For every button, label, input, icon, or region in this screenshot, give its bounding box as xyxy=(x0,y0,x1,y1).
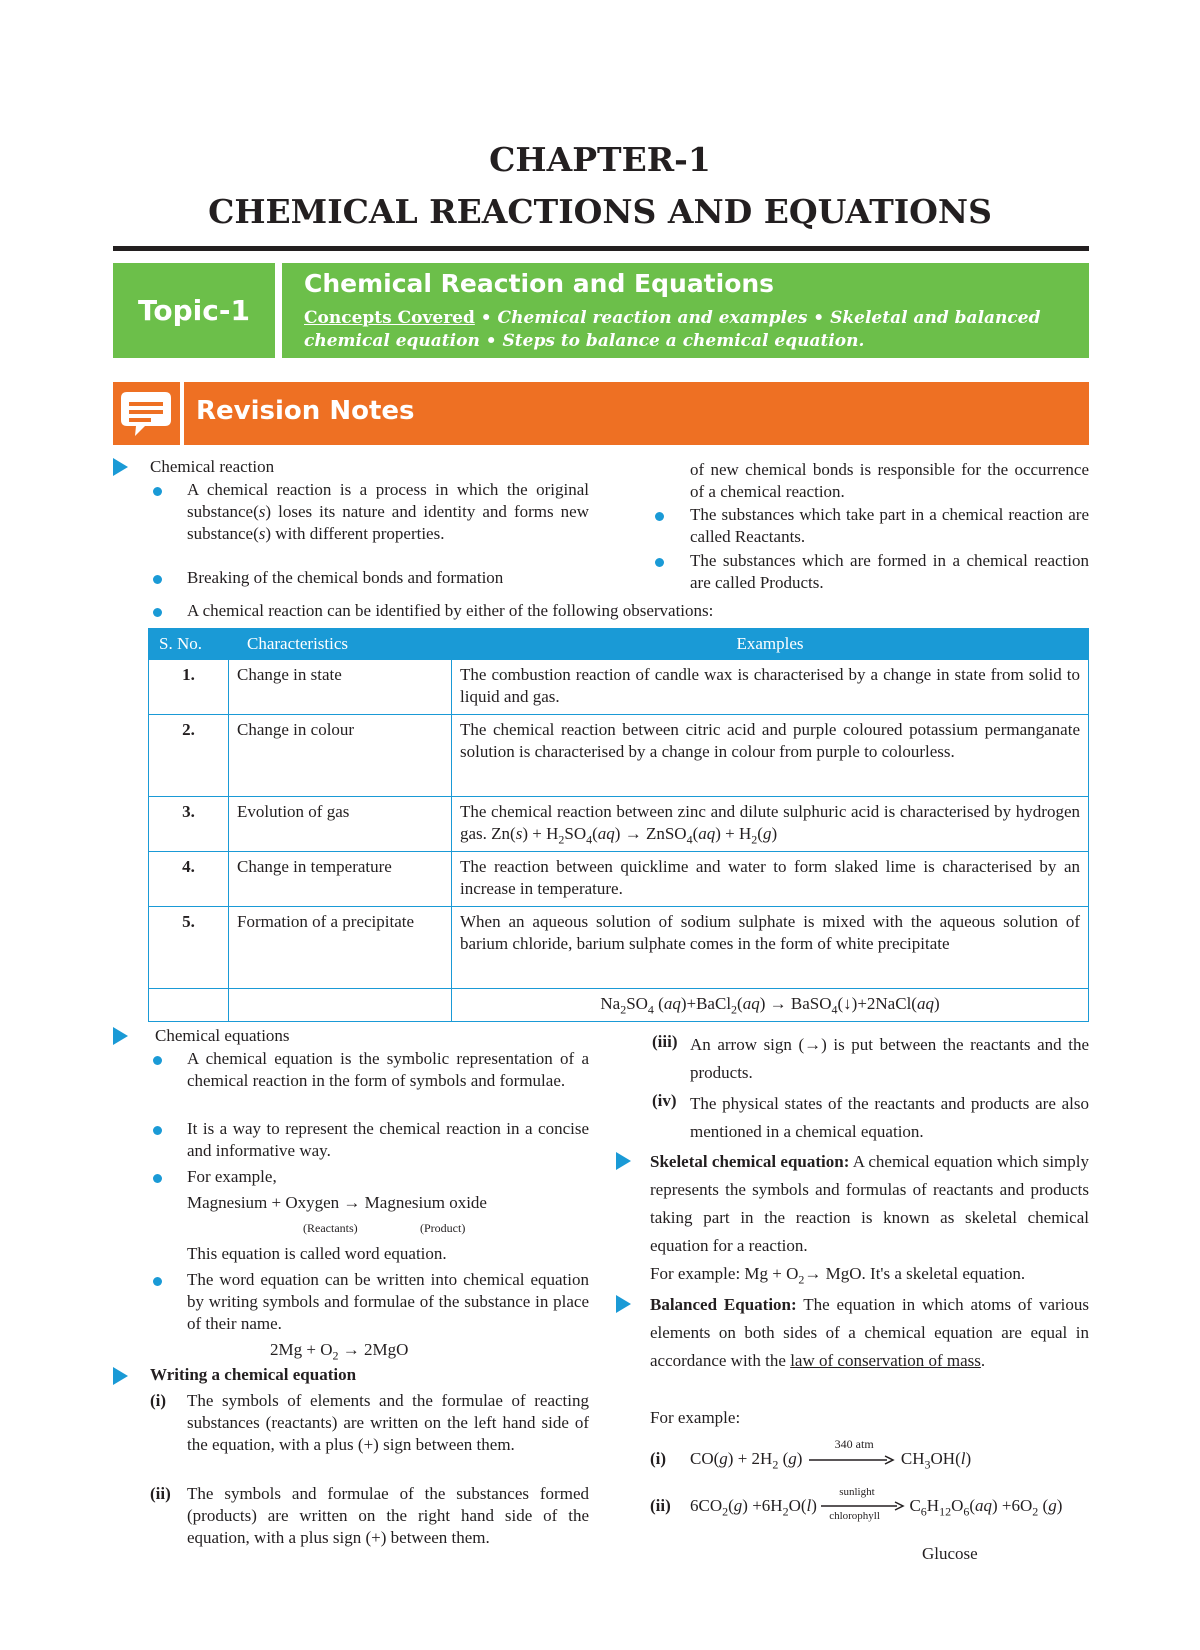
reaction-arrow xyxy=(807,1437,897,1470)
table-row xyxy=(149,797,1089,852)
list-item: The physical states of the reactants and products are also mentioned in a chemical equation. xyxy=(690,1094,1089,1141)
bullet-dot-icon xyxy=(655,512,664,521)
word-equation: Magnesium + Oxygen → Magnesium oxide xyxy=(187,1193,487,1212)
arrow-bullet-icon xyxy=(113,458,128,476)
concepts-label: Concepts Covered xyxy=(304,308,475,328)
table-row xyxy=(149,907,1089,989)
header-sno: S. No. xyxy=(149,629,229,660)
barium-equation: $Na_2SO_4$ (aq)+BaCl$_2$(aq) → BaSO$_4$(↓)+2NaCl(aq) xyxy=(452,989,1089,1022)
bullet-dot-icon xyxy=(655,558,664,567)
cell-sno: 1. xyxy=(149,660,229,715)
topic-concepts xyxy=(304,307,1075,353)
cell-example: The chemical reaction between citric acid and purple coloured potassium permanganate solution is characterised by a change in colour from purple to colourless. xyxy=(452,715,1089,797)
bullet-dot-icon xyxy=(153,575,162,584)
arrow-condition-top: sunlight xyxy=(839,1486,875,1498)
chapter-title: CHEMICAL REACTIONS AND EQUATIONS xyxy=(208,192,992,231)
item-number: (iii) xyxy=(652,1032,678,1051)
text-run: ) with different properties. xyxy=(265,524,445,543)
skeletal-paragraph xyxy=(650,1148,1089,1260)
skeletal-example: For example: $Mg + O_2\to$ MgO. It's a skeletal equation. xyxy=(650,1264,1026,1287)
cell-example: When an aqueous solution of sodium sulphate is mixed with the aqueous solution of barium chloride, barium sulphate comes in the form of white precipitate xyxy=(452,907,1089,989)
table-row xyxy=(149,989,1089,1022)
topic-banner xyxy=(282,263,1089,358)
cell-sno: 4. xyxy=(149,852,229,907)
list-item: An arrow sign (→) is put between the reactants and the products. xyxy=(690,1035,1089,1082)
example-label: For example: xyxy=(650,1408,741,1427)
header-examples: Examples xyxy=(452,629,1089,660)
header-characteristics: Characteristics xyxy=(229,629,452,660)
item-number: (ii) xyxy=(150,1484,171,1503)
table-row xyxy=(149,852,1089,907)
text-run: . xyxy=(980,1351,986,1370)
speech-bubble-icon xyxy=(113,382,180,445)
list-item: A chemical reaction can be identified by either of the following observations: xyxy=(187,601,714,620)
topic-label-box xyxy=(113,263,275,358)
list-item: The word equation can be written into chemical equation by writing symbols and formulae of the substance in place of their name. xyxy=(187,1270,589,1333)
glucose-label: Glucose xyxy=(922,1544,978,1563)
cell-sno: 3. xyxy=(149,797,229,852)
text-run: ) loses its nature and identity and forms new substance( xyxy=(187,502,589,543)
arrow-icon xyxy=(809,1454,895,1466)
arrow-bullet-icon xyxy=(616,1152,631,1170)
cell-example xyxy=(452,797,1089,852)
reactants-label: (Reactants) xyxy=(303,1221,358,1235)
cell-empty xyxy=(229,989,452,1022)
arrow-bullet-icon xyxy=(616,1295,631,1313)
bullet-dot-icon xyxy=(153,1174,162,1183)
reaction-arrow xyxy=(821,1486,905,1522)
topic-label: Topic-1 xyxy=(138,294,250,327)
word-equation-note: This equation is called word equation. xyxy=(187,1244,447,1263)
list-item: The symbols of elements and the formulae of reacting substances (reactants) are written on the left hand side of the equation, with a plus (+) sign between them. xyxy=(187,1391,589,1454)
item-number: (i) xyxy=(650,1449,667,1468)
item-number: (ii) xyxy=(650,1496,671,1515)
table-header-row xyxy=(149,629,1089,660)
balanced-paragraph xyxy=(650,1291,1089,1375)
arrow-condition: 340 atm xyxy=(834,1437,874,1451)
item-number: (i) xyxy=(150,1391,167,1410)
cell-characteristic: Change in state xyxy=(229,660,452,715)
list-item xyxy=(187,479,589,545)
arrow-condition-bottom: chlorophyll xyxy=(829,1510,880,1522)
list-item: The substances which take part in a chemical reaction are called Reactants. xyxy=(690,505,1089,546)
cell-characteristic: Change in temperature xyxy=(229,852,452,907)
table-row xyxy=(149,715,1089,797)
section-heading-chemical-equations: Chemical equations xyxy=(155,1026,290,1045)
arrow-bullet-icon xyxy=(113,1027,128,1045)
list-item: The substances which are formed in a chemical reaction are called Products. xyxy=(690,551,1089,592)
skeletal-label: Skeletal chemical equation: xyxy=(650,1152,850,1171)
section-heading-writing-equation: Writing a chemical equation xyxy=(150,1365,357,1384)
cell-empty xyxy=(149,989,229,1022)
observations-table xyxy=(148,628,1089,1022)
cell-characteristic: Formation of a precipitate xyxy=(229,907,452,989)
text-run: The equation in which atoms of various elements on both sides of a chemical equation are equal in accordance with the xyxy=(650,1295,1089,1370)
text-run: s xyxy=(258,524,266,543)
bullet-dot-icon xyxy=(153,1277,162,1286)
list-item: For example, xyxy=(187,1167,277,1186)
revision-banner xyxy=(184,382,1089,445)
cell-characteristic: Evolution of gas xyxy=(229,797,452,852)
zinc-equation: $Zn(s) + H_2SO_4(aq)$ → ZnSO$_4$(aq) + $H_2(g)$ xyxy=(491,824,778,847)
photosynthesis-equation: $6CO_2(g) +6H_2O(l)$ sunlight chlorophyll $C_6H_{12}O_6(aq) +6O_2$ (g) xyxy=(690,1486,1063,1522)
mg-equation: $2Mg + O_2 \to 2MgO$ xyxy=(270,1340,409,1363)
conservation-of-mass-link: law of conservation of mass xyxy=(790,1351,981,1370)
revision-title: Revision Notes xyxy=(196,396,415,426)
list-item: The symbols and formulae of the substances formed (products) are written on the right hand side of the equation, with a plus sign (+) between them. xyxy=(187,1484,589,1547)
arrow-bullet-icon xyxy=(113,1367,128,1385)
example-text: The chemical reaction between zinc and dilute sulphuric acid is characterised by hydrogen gas. xyxy=(460,802,1080,843)
list-item: A chemical equation is the symbolic representation of a chemical reaction in the form of symbols and formulae. xyxy=(187,1049,589,1090)
revision-icon-box xyxy=(113,382,180,445)
cell-example: The combustion reaction of candle wax is characterised by a change in state from solid to liquid and gas. xyxy=(452,660,1089,715)
concepts-text: • Chemical reaction and examples • Skeletal and balanced chemical equation • Steps to balance a chemical equation. xyxy=(304,308,1041,351)
bullet-dot-icon xyxy=(153,608,162,617)
section-heading-chemical-reaction: Chemical reaction xyxy=(150,457,275,476)
topic-heading: Chemical Reaction and Equations xyxy=(304,269,775,298)
cell-sno: 5. xyxy=(149,907,229,989)
methanol-equation: $CO(g) + 2H_2$ (g) 340 atm $CH_3OH(l)$ xyxy=(690,1437,972,1472)
cell-sno: 2. xyxy=(149,715,229,797)
cell-example: The reaction between quicklime and water to form slaked lime is characterised by an increase in temperature. xyxy=(452,852,1089,907)
bullet-dot-icon xyxy=(153,1056,162,1065)
text-run: For example: Mg + O xyxy=(650,1264,799,1283)
balanced-label: Balanced Equation: xyxy=(650,1295,797,1314)
list-item: Breaking of the chemical bonds and formation xyxy=(187,568,504,587)
list-item: It is a way to represent the chemical reaction in a concise and informative way. xyxy=(187,1119,589,1160)
text-run: A chemical equation which simply represents the symbols and formulas of reactants and products taking part in the reaction is known as skeletal chemical equation for a reaction. xyxy=(650,1152,1090,1255)
cell-characteristic: Change in colour xyxy=(229,715,452,797)
table-row xyxy=(149,660,1089,715)
header-divider xyxy=(113,246,1089,251)
item-number: (iv) xyxy=(652,1091,677,1110)
list-item-continued: of new chemical bonds is responsible for the occurrence of a chemical reaction. xyxy=(690,460,1089,501)
text-run: → MgO. It's a skeletal equation. xyxy=(804,1264,1026,1283)
text-run: A chemical reaction is a process in which the original substance( xyxy=(187,480,589,521)
text-run: s xyxy=(258,502,266,521)
bullet-dot-icon xyxy=(153,487,162,496)
product-label: (Product) xyxy=(420,1221,466,1235)
bullet-dot-icon xyxy=(153,1126,162,1135)
chapter-number: CHAPTER-1 xyxy=(489,140,711,179)
